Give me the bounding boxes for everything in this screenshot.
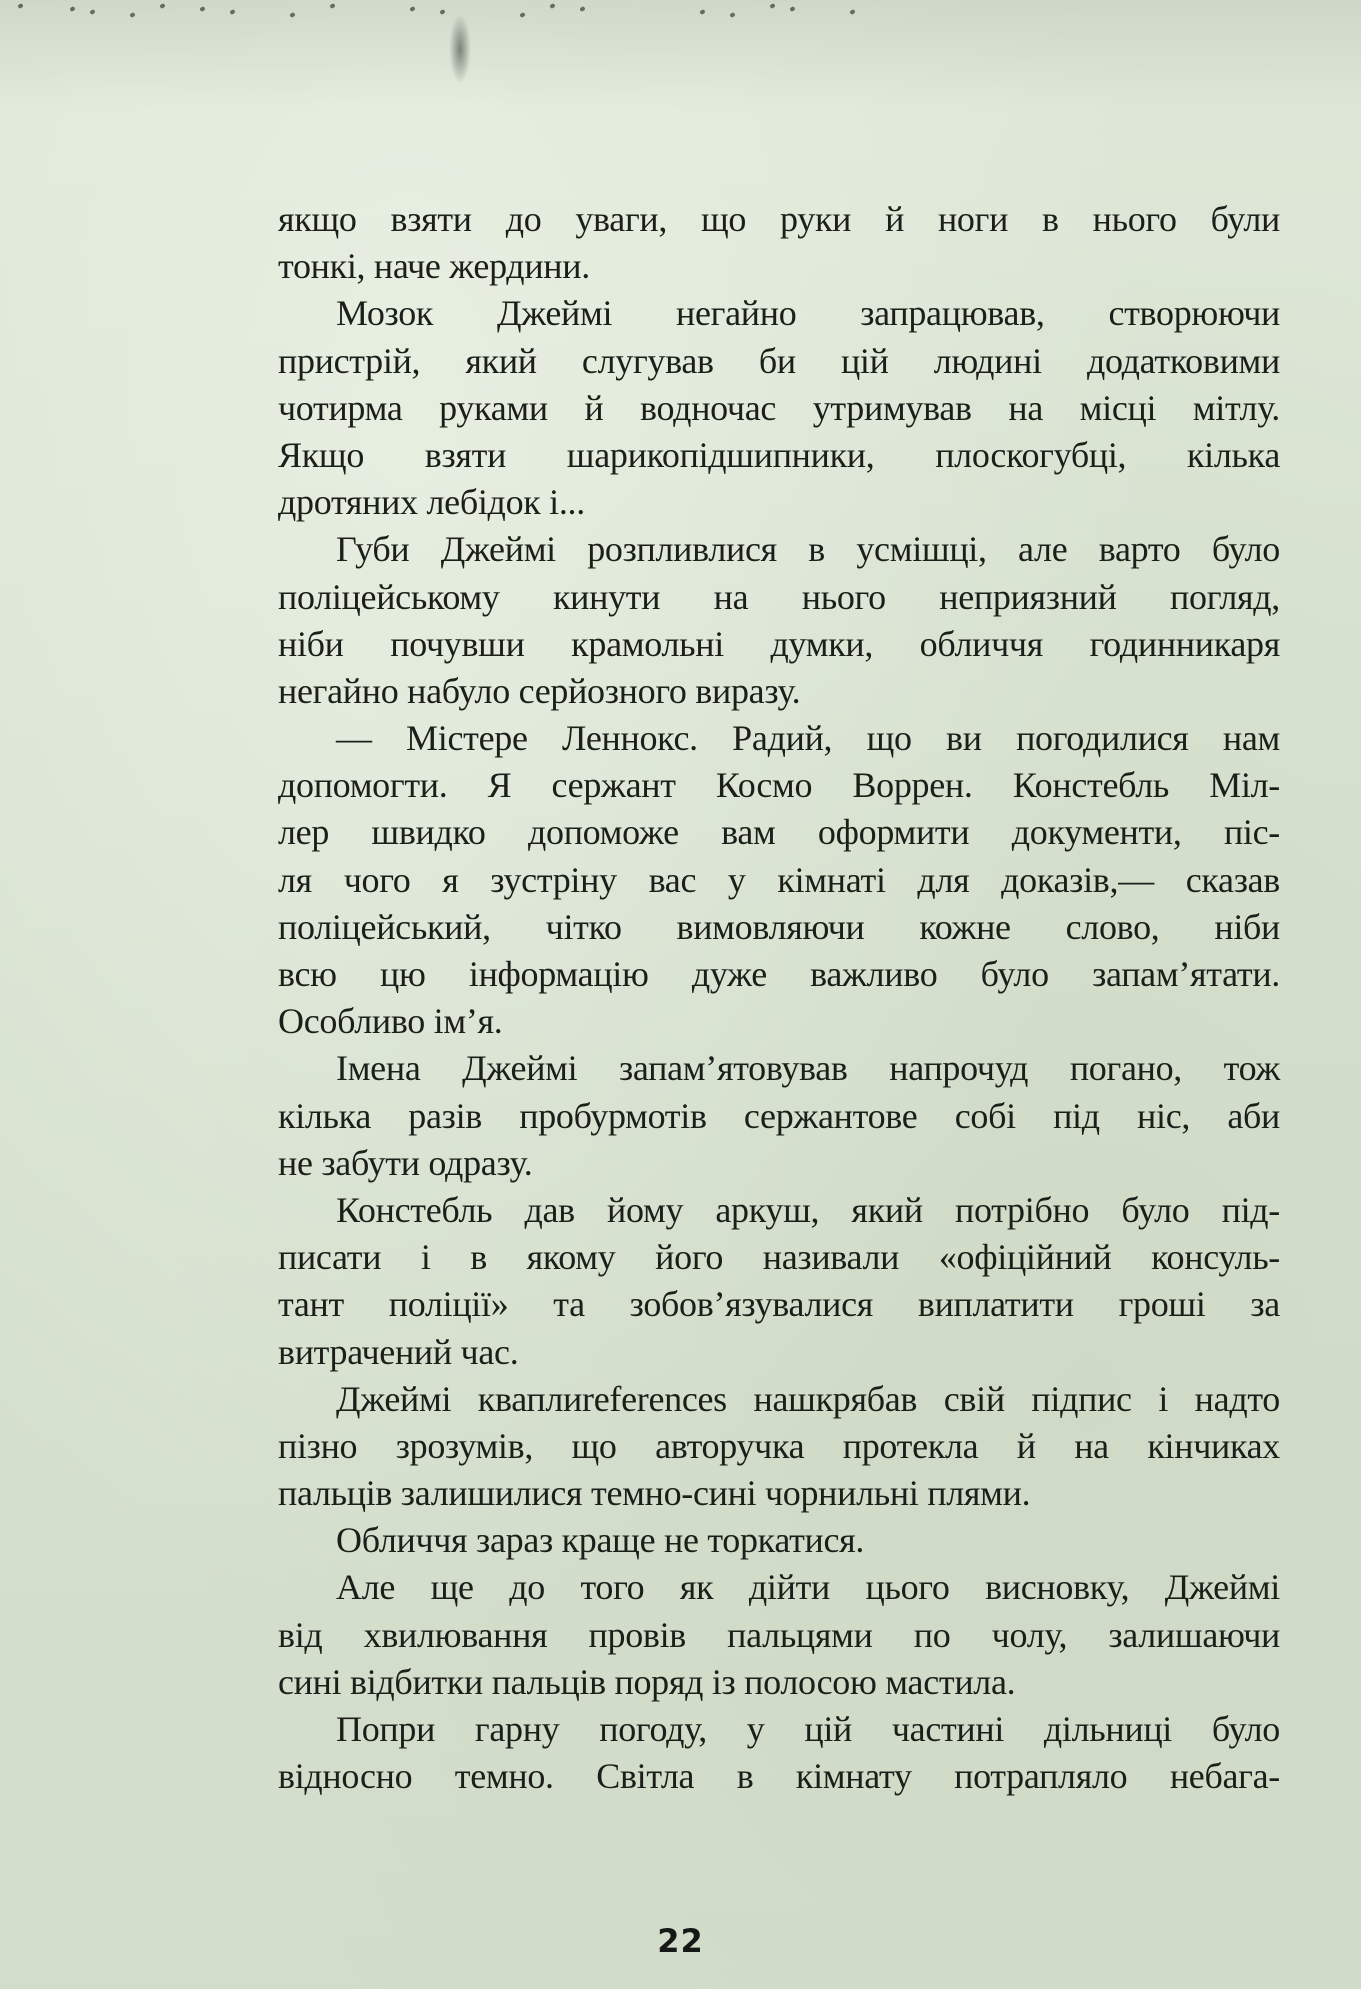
paragraph-7	[278, 1376, 1280, 1518]
text-line: поліцейський, чітко вимовляючи кожне слово, ніби	[278, 906, 1280, 947]
paragraph-4-dialogue	[278, 715, 1280, 1045]
paragraph-1	[278, 196, 1280, 290]
text-line: Джеймі кваплиreferences нашкрябав свій підпис і надто	[336, 1378, 1280, 1419]
text-line: Губи Джеймі розпливлися в усмішці, але варто було	[336, 529, 1280, 570]
text-line: якщо взяти до уваги, що руки й ноги в нього були	[278, 199, 1280, 239]
text-line: витрачений час.	[278, 1331, 519, 1372]
text-line: пальців залишилися темно-сині чорнильні плями.	[278, 1473, 1031, 1514]
text-line: поліцейському кинути на нього неприязний погляд,	[278, 576, 1280, 617]
text-line: дротяних лебідок і...	[278, 482, 585, 523]
paragraph-5	[278, 1045, 1280, 1187]
text-line: не забути одразу.	[278, 1142, 533, 1183]
body-text	[278, 196, 1280, 1800]
text-line: ніби почувши крамольні думки, обличчя годинникаря	[278, 623, 1280, 664]
text-line: — Містере Леннокс. Радий, що ви погодилися нам	[336, 718, 1280, 759]
paragraph-9	[278, 1564, 1280, 1706]
paragraph-2	[278, 290, 1280, 526]
paragraph-6	[278, 1187, 1280, 1376]
text-line: негайно набуло серйозного виразу.	[278, 670, 801, 711]
text-line: всю цю інформацію дуже важливо було запам’ятати.	[278, 954, 1280, 994]
text-line: Особливо ім’я.	[278, 1001, 503, 1042]
text-line: сині відбитки пальців поряд із полосою мастила.	[278, 1661, 1016, 1702]
text-line: відносно темно. Світла в кімнату потрапляло небага-	[278, 1756, 1280, 1797]
text-line: Але ще до того як дійти цього висновку, Джеймі	[336, 1567, 1280, 1608]
page-top-edge-shadow	[0, 0, 1361, 110]
text-line: Імена Джеймі запам’ятовував напрочуд погано, тож	[336, 1048, 1280, 1089]
text-line: кілька разів пробурмотів сержантове собі під ніс, аби	[278, 1095, 1280, 1136]
text-line: Попри гарну погоду, у цій частині дільниці було	[336, 1709, 1280, 1749]
text-line: від хвилювання провів пальцями по чолу, залишаючи	[278, 1614, 1280, 1655]
text-line: пристрій, який слугував би цій людині додатковими	[278, 340, 1280, 381]
text-line: тонкі, наче жердини.	[278, 246, 590, 287]
text-line: тант поліції» та зобов’язувалися виплатити гроші за	[278, 1284, 1280, 1325]
text-line: лер швидко допоможе вам оформити документи, піс-	[278, 812, 1280, 853]
text-line: Мозок Джеймі негайно запрацював, створюючи	[336, 293, 1280, 334]
text-line: писати і в якому його називали «офіційний консуль-	[278, 1237, 1280, 1278]
paragraph-10	[278, 1706, 1280, 1800]
page-number: 22	[657, 1922, 704, 1960]
paragraph-8	[278, 1517, 1280, 1564]
text-line: пізно зрозумів, що авторучка протекла й на кінчиках	[278, 1425, 1280, 1466]
ink-smudge	[449, 14, 471, 84]
paragraph-3	[278, 526, 1280, 715]
text-line: Констебль дав йому аркуш, який потрібно було під-	[336, 1189, 1280, 1230]
text-line: чотирма руками й водночас утримував на місці мітлу.	[278, 387, 1280, 428]
text-line: ля чого я зустріну вас у кімнаті для доказів,— сказав	[278, 859, 1280, 900]
text-line: Обличчя зараз краще не торкатися.	[336, 1520, 865, 1561]
text-line: Якщо взяти шарикопідшипники, плоскогубці, кілька	[278, 434, 1280, 475]
text-line: допомогти. Я сержант Космо Воррен. Констебль Міл-	[278, 765, 1280, 806]
